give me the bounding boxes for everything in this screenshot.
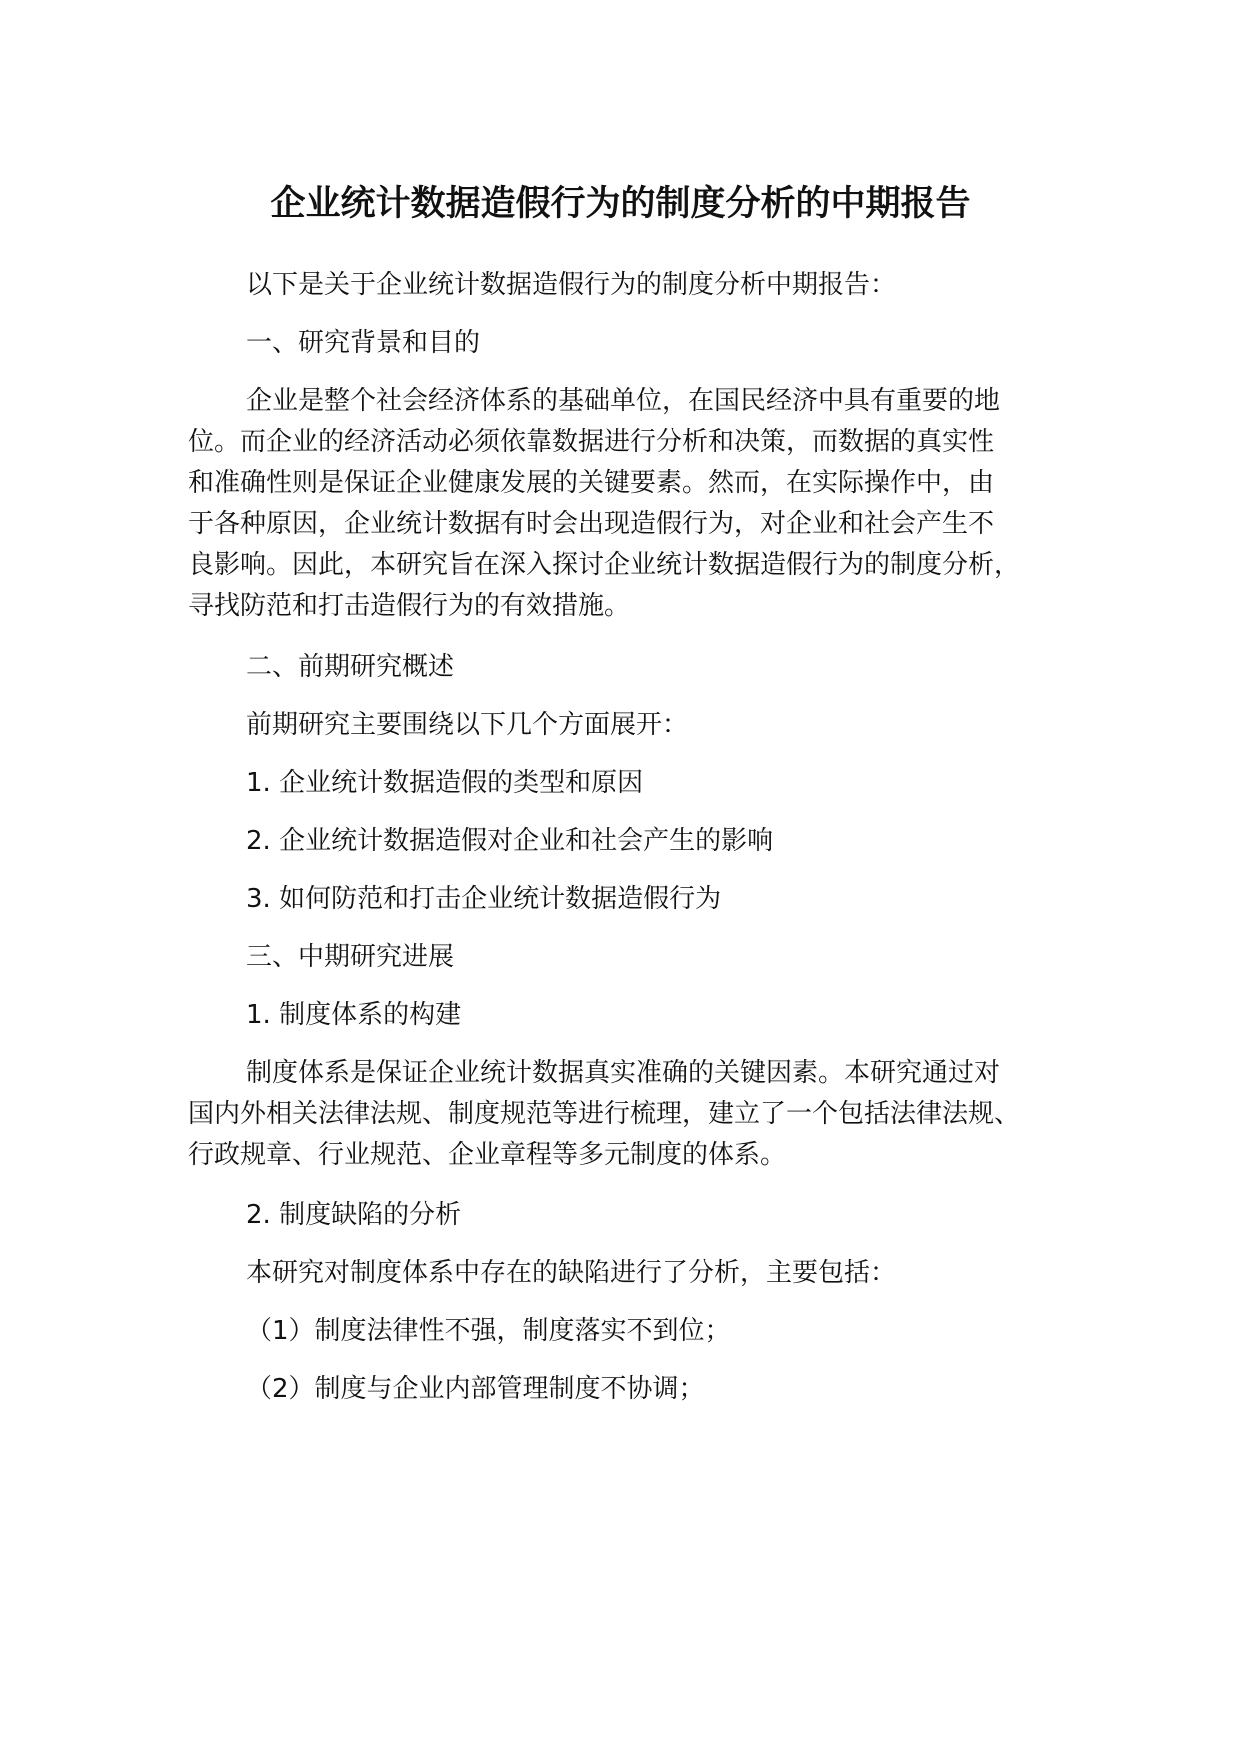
paragraph-line: 行政规章、行业规范、企业章程等多元制度的体系。: [188, 1140, 787, 1170]
list-item: （2）制度与企业内部管理制度不协调；: [246, 1374, 705, 1404]
list-item: （1）制度法律性不强，制度落实不到位；: [246, 1316, 731, 1346]
paragraph-line: 企业是整个社会经济体系的基础单位，在国民经济中具有重要的地: [246, 386, 1001, 416]
prior-research-lead: 前期研究主要围绕以下几个方面展开：: [246, 710, 689, 740]
intro-paragraph: 以下是关于企业统计数据造假行为的制度分析中期报告：: [246, 270, 897, 300]
list-item: 2. 企业统计数据造假对企业和社会产生的影响: [246, 826, 774, 856]
paragraph-line: 和准确性则是保证企业健康发展的关键要素。然而，在实际操作中，由: [188, 468, 995, 498]
subsection-heading-defects: 2. 制度缺陷的分析: [246, 1200, 462, 1230]
section-heading-progress: 三、中期研究进展: [246, 942, 455, 972]
document-title: 企业统计数据造假行为的制度分析的中期报告: [270, 184, 971, 224]
subsection-heading-system: 1. 制度体系的构建: [246, 1000, 462, 1030]
list-item: 1. 企业统计数据造假的类型和原因: [246, 768, 644, 798]
paragraph-line: 位。而企业的经济活动必须依靠数据进行分析和决策，而数据的真实性: [188, 427, 995, 457]
section-heading-prior-research: 二、前期研究概述: [246, 652, 455, 682]
paragraph-line: 寻找防范和打击造假行为的有效措施。: [188, 591, 631, 621]
background-paragraph: [188, 378, 1078, 629]
paragraph-line: 良影响。因此，本研究旨在深入探讨企业统计数据造假行为的制度分析，: [188, 550, 1021, 580]
system-paragraph: [188, 1050, 1078, 1178]
defects-lead: 本研究对制度体系中存在的缺陷进行了分析，主要包括：: [246, 1258, 897, 1288]
paragraph-line: 制度体系是保证企业统计数据真实准确的关键因素。本研究通过对: [246, 1058, 1001, 1088]
paragraph-line: 国内外相关法律法规、制度规范等进行梳理，建立了一个包括法律法规、: [188, 1099, 1021, 1129]
paragraph-line: 于各种原因，企业统计数据有时会出现造假行为，对企业和社会产生不: [188, 509, 995, 539]
list-item: 3. 如何防范和打击企业统计数据造假行为: [246, 884, 722, 914]
section-heading-background: 一、研究背景和目的: [246, 328, 481, 358]
